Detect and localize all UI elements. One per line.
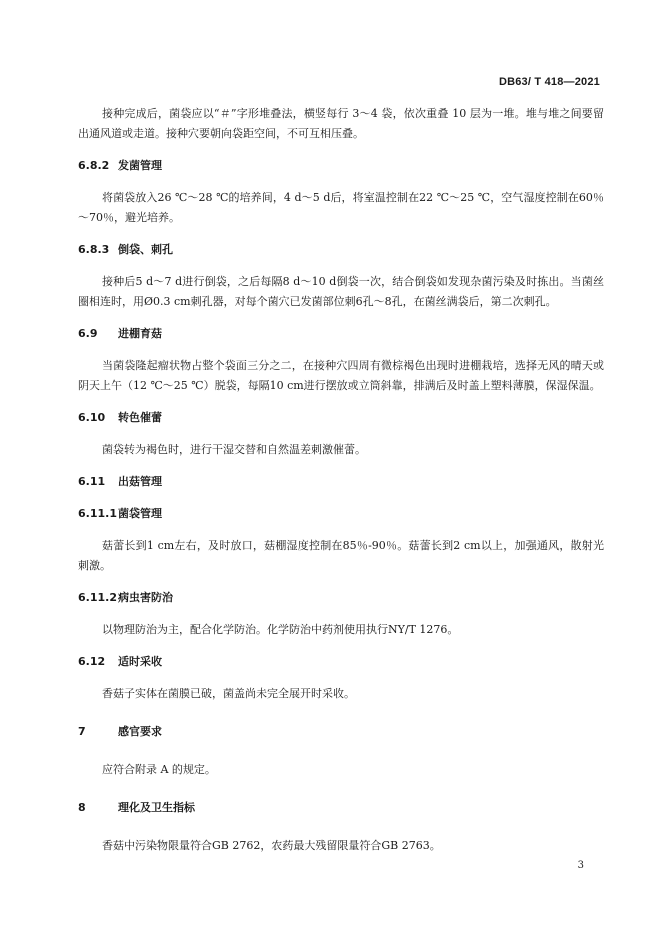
page-number: 3 — [577, 860, 584, 871]
paragraph-6-11-1: 菇蕾长到1 cm左右，及时放口，菇棚湿度控制在85％-90％。菇蕾长到2 cm以上，加强通风，散射光刺激。 — [78, 539, 604, 572]
heading-8: 8 理化及卫生指标 — [78, 801, 195, 814]
paragraph-8: 香菇中污染物限量符合GB 2762，农药最大残留限量符合GB 2763。 — [102, 839, 441, 852]
heading-6-9: 6.9 进棚育菇 — [78, 327, 162, 340]
document-body — [78, 104, 604, 856]
heading-6-10: 6.10 转色催蕾 — [78, 411, 162, 424]
paragraph-6-12: 香菇子实体在菌膜已破，菌盖尚未完全展开时采收。 — [102, 687, 355, 700]
paragraph-7: 应符合附录 A 的规定。 — [102, 763, 216, 776]
heading-6-8-2: 6.8.2 发菌管理 — [78, 159, 162, 172]
paragraph-6-11-2: 以物理防治为主，配合化学防治。化学防治中药剂使用执行NY/T 1276。 — [102, 623, 459, 636]
heading-6-11: 6.11 出菇管理 — [78, 475, 162, 488]
paragraph-stacking: 接种完成后，菌袋应以“＃”字形堆叠法，横竖每行 3～4 袋，依次重叠 10 层为一堆。堆与堆之间要留出通风道或走道。接种穴要朝向袋距空间，不可互相压叠。 — [78, 107, 604, 140]
document-code: DB63/ T 418—2021 — [498, 76, 600, 88]
paragraph-6-10: 菌袋转为褐色时，进行干湿交替和自然温差刺激催蕾。 — [102, 443, 366, 456]
heading-6-8-3: 6.8.3 倒袋、刺孔 — [78, 243, 173, 256]
heading-6-11-1: 6.11.1菌袋管理 — [78, 507, 162, 520]
heading-7: 7 感官要求 — [78, 725, 162, 738]
heading-6-11-2: 6.11.2病虫害防治 — [78, 591, 173, 604]
paragraph-6-8-2: 将菌袋放入26 ℃～28 ℃的培养间，4 d～5 d后，将室温控制在22 ℃～25 ℃，空气湿度控制在60％～70％，避光培养。 — [78, 191, 604, 224]
heading-6-12: 6.12 适时采收 — [78, 655, 162, 668]
paragraph-6-9: 当菌袋隆起瘤状物占整个袋面三分之二，在接种穴四周有微棕褐色出现时进棚栽培，选择无风的晴天或阴天上午（12 ℃～25 ℃）脱袋，每隔10 cm进行摆放或立筒斜靠，排满后及时盖上塑料薄膜，保湿保温。 — [78, 359, 604, 392]
paragraph-6-8-3: 接种后5 d～7 d进行倒袋，之后每隔8 d～10 d倒袋一次，结合倒袋如发现杂菌污染及时拣出。当菌丝圈相连时，用Ø0.3 cm刺孔器，对每个菌穴已发菌部位刺6孔～8孔，在菌丝满袋后，第二次刺孔。 — [78, 275, 604, 308]
